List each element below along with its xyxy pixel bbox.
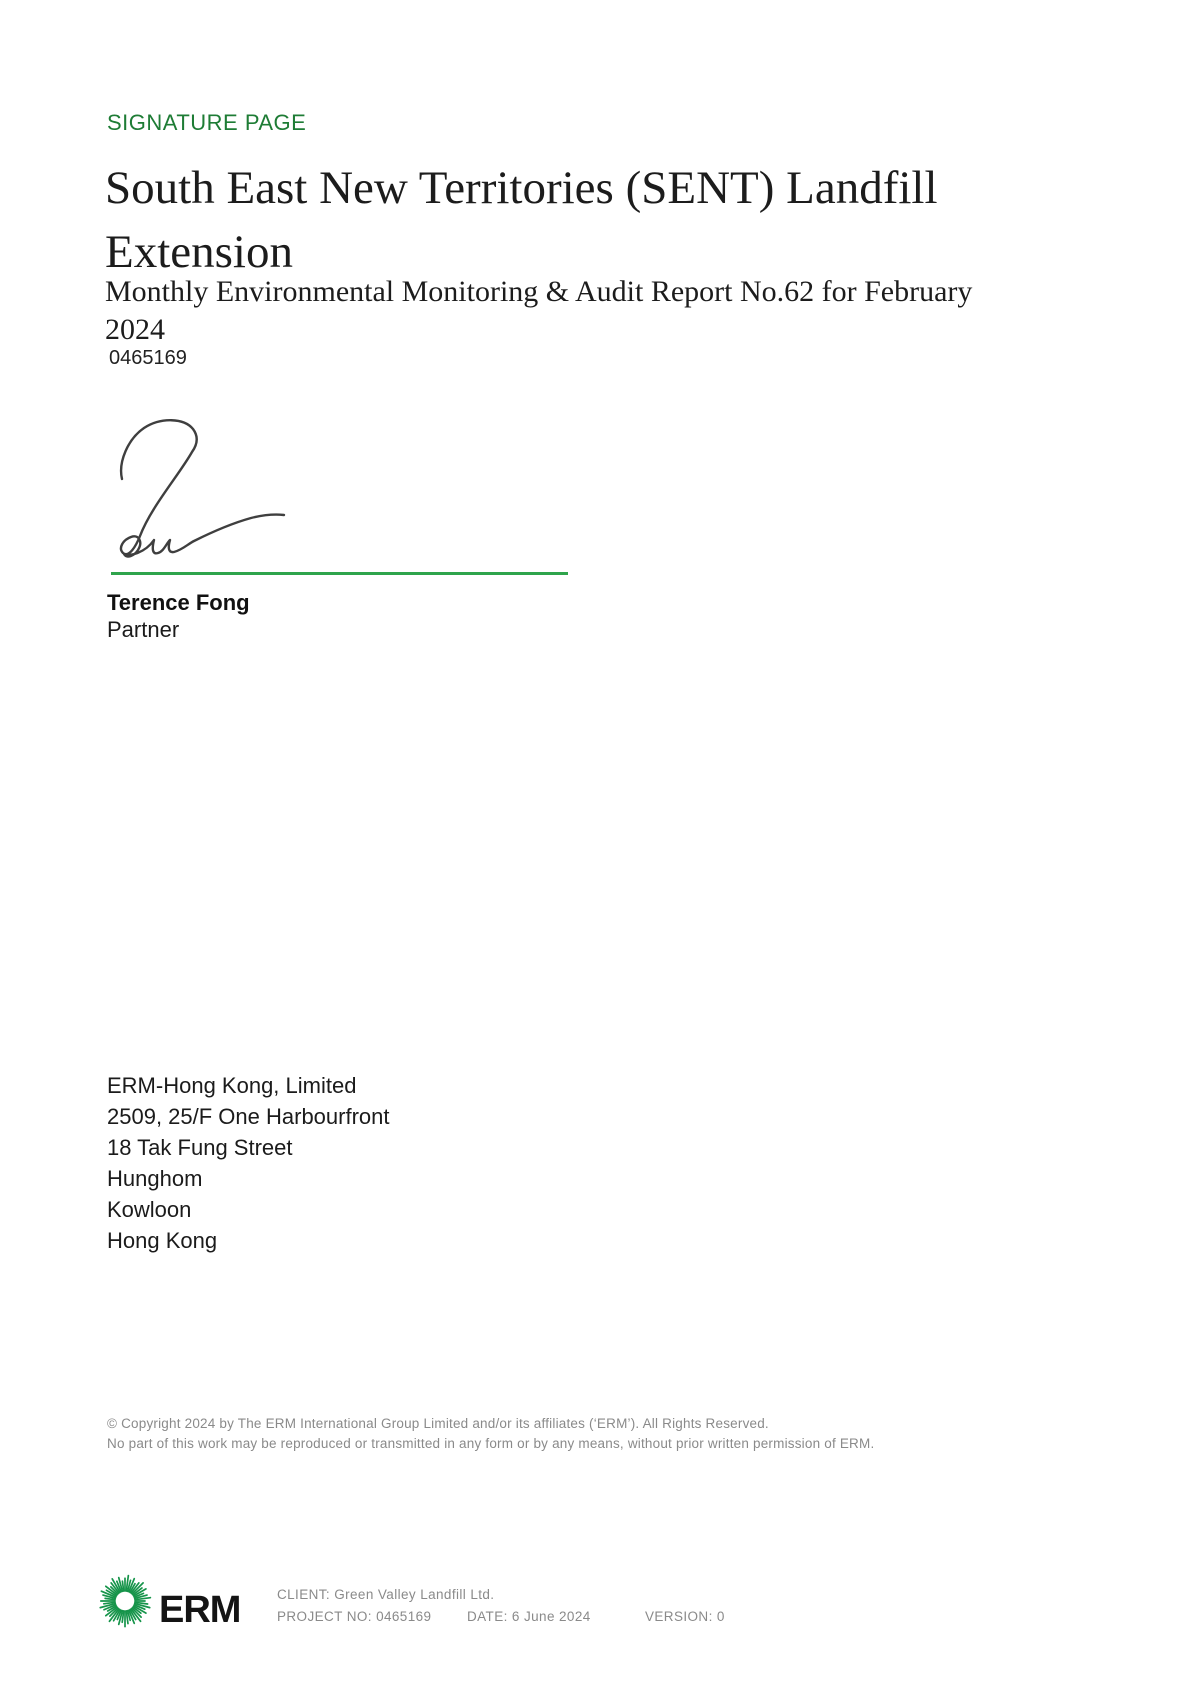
report-subtitle-line-2: 2024 [105, 313, 165, 346]
address-line: Kowloon [107, 1197, 192, 1222]
report-title [105, 156, 938, 284]
copyright-notice [107, 1414, 874, 1454]
address-line: ERM-Hong Kong, Limited [107, 1073, 357, 1098]
address-line: 2509, 25/F One Harbourfront [107, 1104, 390, 1129]
date-label: DATE: [467, 1609, 508, 1624]
footer-client [277, 1587, 494, 1602]
address-line: Hong Kong [107, 1228, 218, 1253]
footer-date [467, 1609, 591, 1624]
client-label: CLIENT: [277, 1587, 331, 1602]
project-number: 0465169 [109, 347, 187, 369]
project-no-label: PROJECT NO: [277, 1609, 372, 1624]
footer-project-no [277, 1609, 431, 1624]
signatory-name: Terence Fong [107, 590, 250, 615]
handwritten-signature [95, 395, 295, 570]
address-line: Hunghom [107, 1166, 203, 1191]
version-label: VERSION: [645, 1609, 713, 1624]
report-title-line-1: South East New Territories (SENT) Landfill [105, 162, 938, 214]
copyright-line-2: No part of this work may be reproduced or transmitted in any form or by any means, without prior written permission of ERM. [107, 1436, 875, 1451]
company-address [107, 1070, 390, 1256]
signatory-role: Partner [107, 617, 180, 642]
version-value: 0 [716, 1609, 725, 1624]
address-line: 18 Tak Fung Street [107, 1135, 293, 1160]
date-value: 6 June 2024 [511, 1609, 591, 1624]
footer-version [645, 1609, 725, 1624]
project-no-value: 0465169 [376, 1609, 432, 1624]
report-subtitle [105, 273, 972, 349]
client-value: Green Valley Landfill Ltd. [334, 1587, 495, 1602]
report-subtitle-line-1: Monthly Environmental Monitoring & Audit Report No.62 for February [105, 275, 973, 308]
copyright-line-1: © Copyright 2024 by The ERM International Group Limited and/or its affiliates (‘ERM’). All Rights Reserved. [107, 1416, 769, 1431]
report-title-line-2: Extension [105, 226, 293, 278]
erm-logo-wordmark: ERM [159, 1589, 241, 1631]
erm-logo-starburst-icon [98, 1574, 152, 1628]
signature-rule [111, 572, 568, 575]
page-eyebrow-label: SIGNATURE PAGE [107, 110, 307, 135]
